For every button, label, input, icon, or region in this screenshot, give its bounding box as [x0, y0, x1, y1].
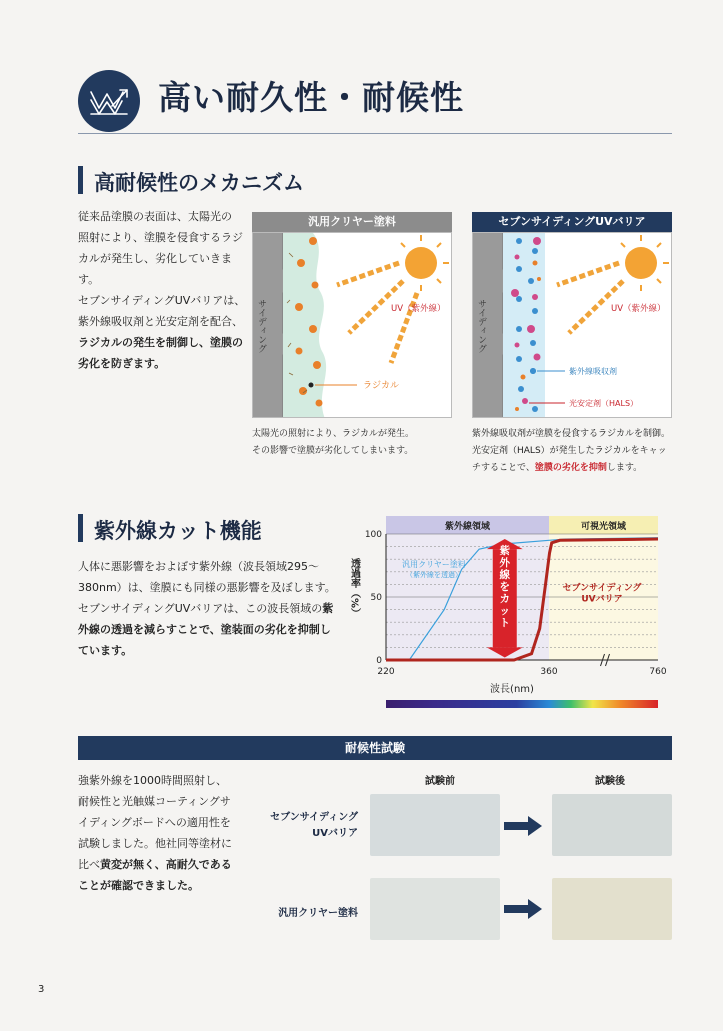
uv-cut-annotation-char: カ: [499, 593, 511, 606]
x-tick-label: 760: [649, 667, 667, 677]
mechanism-description: 従来品塗膜の表面は、太陽光の 照射により、塗膜を侵食するラジ カルが発生し、劣化していきます。 セブンサイディングUVバリアは、 紫外線吸収剤と光安定剤を配合、 ラジカルの発生を制御し、塗膜の 劣化を防ぎます。: [78, 210, 246, 370]
right-panel-caption: 紫外線吸収剤が塗膜を侵食するラジカルを制御。 光安定剤（HALS）が発生したラジカルをキャッ チすることで、塗膜の劣化を抑制します。: [472, 429, 671, 473]
transmittance-chart-svg: [340, 510, 670, 715]
panel-title-standard-clear: 汎用クリヤー塗料: [252, 212, 452, 232]
uv-cut-annotation-char: 外: [499, 557, 511, 570]
series-label-standard-clear: 汎用クリヤー塗料: [402, 559, 466, 569]
absorber-label: 紫外線吸収剤: [569, 367, 617, 376]
column-before: 試験前: [425, 776, 455, 787]
uv-cut-annotation-char: ッ: [499, 605, 511, 618]
series-sublabel-standard-clear: （紫外線を透過）: [406, 570, 462, 579]
sample-standard-clear-after: [552, 878, 672, 940]
left-panel-caption: 太陽光の照射により、ラジカルが発生。 その影響で塗膜が劣化してしまいます。: [252, 429, 415, 456]
weather-test-banner: 耐候性試験: [78, 736, 672, 760]
durability-icon: [78, 70, 140, 132]
sample-standard-clear-before: [370, 878, 500, 940]
row-label-standard-clear: 汎用クリヤー塗料: [278, 908, 358, 919]
column-after: 試験後: [595, 776, 625, 787]
sample-uv-barrier-before: [370, 794, 500, 856]
y-tick-label: 0: [376, 656, 382, 666]
x-tick-label: 360: [540, 667, 558, 677]
spectrum-bar: [386, 700, 658, 708]
weather-test-description: 強紫外線を1000時間照射し、 耐候性と光触媒コーティングサ イディングボードへの適用性を 試験しました。他社同等塗材に 比べ黄変が無く、高耐久である ことが確認できました。: [78, 774, 232, 892]
radical-label: ラジカル: [363, 381, 400, 391]
x-tick-label: 220: [377, 667, 395, 677]
substrate-label-right: サイディング: [476, 299, 486, 353]
arrow-right-icon: [504, 816, 544, 836]
uv-barrier-illustration: [473, 233, 672, 418]
transmittance-chart: [340, 510, 670, 715]
uv-cut-annotation-char: 線: [499, 569, 511, 582]
standard-clear-diagram: [252, 232, 452, 418]
series-label-uv-barrier: UVバリア: [581, 594, 623, 605]
uv-label-right: UV（紫外線）: [611, 304, 666, 314]
section-marker: [78, 514, 83, 542]
series-label-uv-barrier: セブンサイディング: [562, 583, 642, 594]
section-title-uv-cut: 紫外線カット機能: [94, 519, 262, 543]
hals-label: 光安定剤（HALS）: [569, 399, 639, 408]
panel-title-uv-barrier: セブンサイディングUVバリア: [472, 212, 672, 232]
uv-barrier-diagram: [472, 232, 672, 418]
page-number: 3: [38, 984, 45, 995]
y-tick-label: 100: [364, 530, 382, 540]
header-divider: [78, 133, 672, 134]
uv-cut-annotation-char: を: [499, 581, 511, 594]
arrow-right-icon: [504, 899, 544, 919]
uv-cut-annotation-char: 紫: [499, 545, 511, 558]
region-label: 紫外線領域: [444, 522, 491, 532]
row-label-uv-barrier: セブンサイディング UVバリア: [270, 812, 358, 839]
sample-uv-barrier-after: [552, 794, 672, 856]
uv-label-left: UV（紫外線）: [391, 304, 446, 314]
y-axis-label: 透過率（%）: [348, 558, 360, 619]
page-title: 高い耐久性・耐候性: [158, 78, 464, 117]
section-marker: [78, 166, 83, 194]
region-label: 可視光領域: [580, 522, 627, 532]
standard-clear-illustration: [253, 233, 452, 418]
x-axis-label: 波長(nm): [490, 684, 534, 695]
y-tick-label: 50: [370, 593, 382, 603]
substrate-label-left: サイディング: [256, 299, 266, 353]
section-title-mechanism: 高耐候性のメカニズム: [94, 171, 304, 195]
uv-cut-description: 人体に悪影響をおよぼす紫外線（波長領域295～ 380nm）は、塗膜にも同様の悪影響を及ぼします。 セブンサイディングUVバリアは、この波長領域の紫 外線の透過を減らすことで、塗装面の劣化を抑制し ています。: [78, 560, 336, 657]
uv-cut-annotation-char: ト: [499, 617, 511, 630]
